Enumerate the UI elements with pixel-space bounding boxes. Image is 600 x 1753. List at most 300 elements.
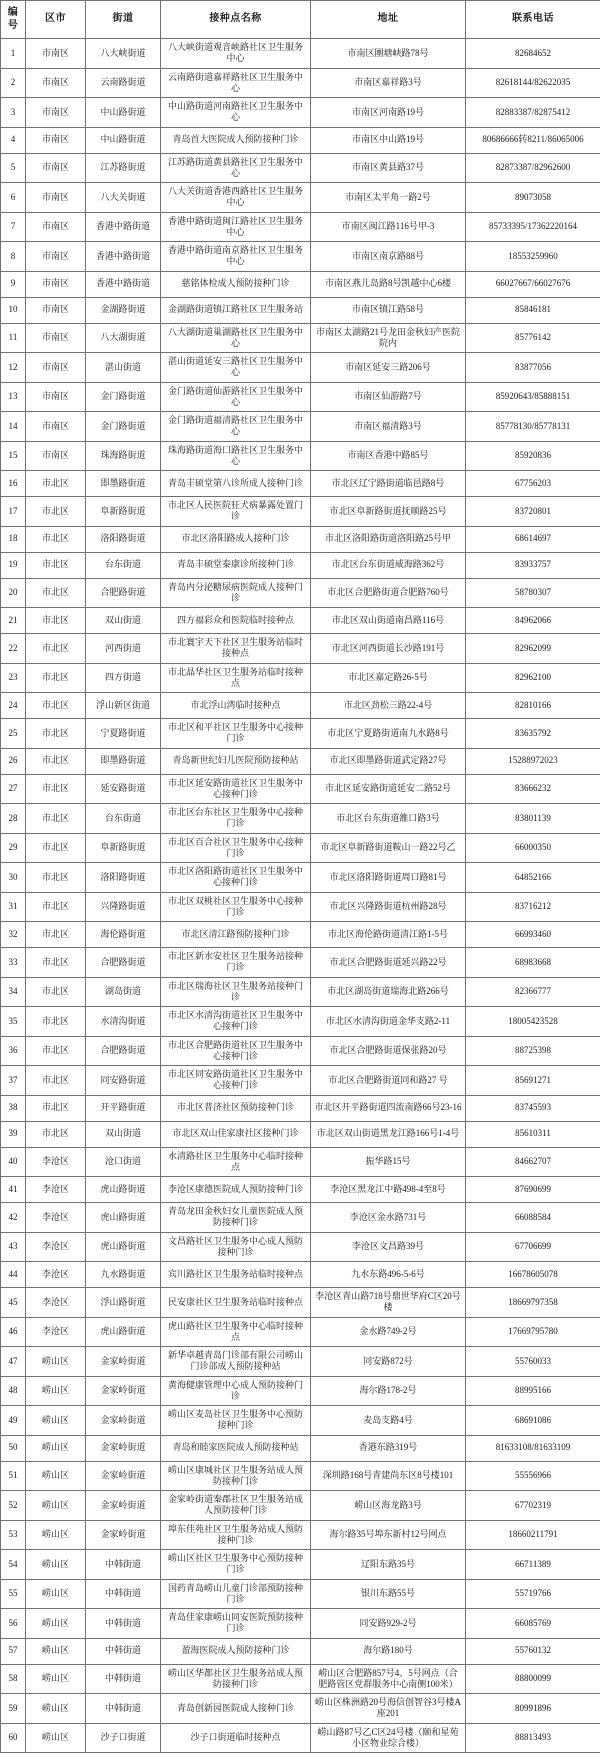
table-body (1, 39, 600, 1753)
cell-phone: 88813493 (466, 1723, 600, 1753)
cell-street: 台东街道 (86, 804, 161, 834)
table-row (1, 1579, 600, 1609)
cell-district: 市南区 (26, 271, 86, 297)
cell-street: 金门路街道 (86, 382, 161, 412)
cell-site-name: 宾川路社区卫生服务站临时接种点 (161, 1262, 311, 1288)
cell-district: 市北区 (26, 977, 86, 1007)
cell-id: 36 (1, 1036, 26, 1066)
cell-phone: 16678605078 (466, 1262, 600, 1288)
cell-street: 洛阳路街道 (86, 526, 161, 552)
cell-address: 市南区香港中路85号 (311, 441, 466, 471)
table-header (1, 1, 600, 39)
table-row (1, 1036, 600, 1066)
cell-address: 市北区劲松三路22-4号 (311, 693, 466, 719)
cell-id: 18 (1, 526, 26, 552)
table-row (1, 922, 600, 948)
cell-site-name: 青岛新世纪妇儿医院预防接种站 (161, 748, 311, 774)
cell-address: 市北区阜新路街道抚顺路25号 (311, 497, 466, 527)
cell-site-name: 金湖路街道镇江路社区卫生服务站 (161, 297, 311, 323)
cell-phone: 85920643/85888151 (466, 382, 600, 412)
cell-phone: 88995166 (466, 1376, 600, 1406)
cell-site-name: 中山路街道河南路社区卫生服务中心 (161, 98, 311, 128)
cell-street: 台东街道 (86, 552, 161, 578)
cell-address: 崂山区海龙路3号 (311, 1491, 466, 1521)
cell-site-name: 崂山区华都社区卫生服务站成人预防接种门诊 (161, 1664, 311, 1694)
cell-id: 1 (1, 39, 26, 69)
cell-id: 46 (1, 1317, 26, 1347)
cell-address: 市北区河西街道长沙路191号 (311, 634, 466, 664)
table-row (1, 1121, 600, 1147)
cell-site-name: 青岛内分泌糖尿病医院成人接种门诊 (161, 578, 311, 608)
table-row (1, 1694, 600, 1724)
cell-address: 金水路749-2号 (311, 1317, 466, 1347)
cell-id: 16 (1, 471, 26, 497)
cell-id: 21 (1, 608, 26, 634)
cell-site-name: 八大峡街道观音峡路社区卫生服务中心 (161, 39, 311, 69)
cell-street: 同安路街道 (86, 1066, 161, 1096)
cell-site-name: 市北晶华社区卫生服务站临时接种点 (161, 663, 311, 693)
cell-id: 2 (1, 68, 26, 98)
cell-district: 市北区 (26, 748, 86, 774)
cell-phone: 82684652 (466, 39, 600, 69)
cell-id: 9 (1, 271, 26, 297)
cell-street: 金家岭街道 (86, 1520, 161, 1550)
cell-address: 市南区太湖路21号龙田金秋妇产医院院内 (311, 323, 466, 353)
cell-address: 深圳路168号青建尚东区8号楼101 (311, 1461, 466, 1491)
cell-site-name: 沙子口街道临时接种点 (161, 1723, 311, 1753)
cell-address: 市北区即墨路街道武定路27号 (311, 748, 466, 774)
table-row (1, 1491, 600, 1521)
cell-street: 中韩街道 (86, 1609, 161, 1639)
cell-district: 市北区 (26, 1007, 86, 1037)
cell-street: 虎山路街道 (86, 1203, 161, 1233)
cell-site-name: 青岛佳家康崂山同安医院预防接种门诊 (161, 1609, 311, 1639)
cell-street: 湛山街道 (86, 353, 161, 383)
cell-id: 6 (1, 183, 26, 213)
cell-site-name: 青岛丰硕堂第八诊所成人接种门诊 (161, 471, 311, 497)
cell-phone: 68983668 (466, 948, 600, 978)
cell-district: 市北区 (26, 608, 86, 634)
cell-phone: 18553259960 (466, 242, 600, 272)
cell-address: 香港东路319号 (311, 1435, 466, 1461)
column-header-district: 区市 (26, 1, 86, 39)
cell-district: 市北区 (26, 471, 86, 497)
table-row (1, 774, 600, 804)
cell-address: 市北区延安路街道延安二路52号 (311, 774, 466, 804)
cell-street: 四方街道 (86, 663, 161, 693)
cell-id: 47 (1, 1347, 26, 1377)
cell-phone: 67756203 (466, 471, 600, 497)
table-row (1, 1347, 600, 1377)
cell-district: 市南区 (26, 242, 86, 272)
cell-id: 3 (1, 98, 26, 128)
cell-address: 麦岛支路4号 (311, 1406, 466, 1436)
cell-street: 金门路街道 (86, 412, 161, 442)
cell-address: 崂山区合肥路857号4、5号网点（合肥路管区党群服务中心南侧100米） (311, 1664, 466, 1694)
cell-district: 市南区 (26, 412, 86, 442)
cell-id: 24 (1, 693, 26, 719)
cell-site-name: 市北区洛阳路成人接种门诊 (161, 526, 311, 552)
cell-district: 崂山区 (26, 1579, 86, 1609)
cell-address: 银川东路55号 (311, 1579, 466, 1609)
cell-address: 李沧区金水路731号 (311, 1203, 466, 1233)
cell-phone: 83666232 (466, 774, 600, 804)
cell-address: 市南区南京路88号 (311, 242, 466, 272)
cell-district: 市北区 (26, 863, 86, 893)
table-row (1, 1609, 600, 1639)
table-row (1, 297, 600, 323)
cell-street: 中韩街道 (86, 1664, 161, 1694)
cell-id: 29 (1, 833, 26, 863)
cell-street: 浮山新区街道 (86, 693, 161, 719)
cell-phone: 82883387/82875412 (466, 98, 600, 128)
table-row (1, 127, 600, 153)
cell-id: 40 (1, 1147, 26, 1177)
table-row (1, 608, 600, 634)
cell-district: 李沧区 (26, 1232, 86, 1262)
cell-phone: 66027667/66027676 (466, 271, 600, 297)
table-row (1, 497, 600, 527)
cell-address: 市南区仙游路7号 (311, 382, 466, 412)
cell-district: 李沧区 (26, 1203, 86, 1233)
cell-street: 即墨路街道 (86, 748, 161, 774)
cell-address: 市北区合肥路街道保张路20号 (311, 1036, 466, 1066)
cell-id: 55 (1, 1579, 26, 1609)
cell-address: 市南区镇江路58号 (311, 297, 466, 323)
table-row (1, 153, 600, 183)
cell-district: 市北区 (26, 804, 86, 834)
cell-site-name: 金门路街道仙游路社区卫生服务中心 (161, 382, 311, 412)
table-row (1, 634, 600, 664)
cell-address: 市南区團塘峡路78号 (311, 39, 466, 69)
cell-site-name: 崂山区社区卫生服务中心预防接种门诊 (161, 1550, 311, 1580)
table-row (1, 948, 600, 978)
cell-phone: 84962066 (466, 608, 600, 634)
cell-street: 宁夏路街道 (86, 719, 161, 749)
cell-street: 中韩街道 (86, 1694, 161, 1724)
table-row (1, 183, 600, 213)
cell-street: 虎山路街道 (86, 1232, 161, 1262)
cell-address: 市北区合肥路街道延兴路22号 (311, 948, 466, 978)
cell-district: 市南区 (26, 183, 86, 213)
cell-district: 市北区 (26, 634, 86, 664)
cell-address: 市南区福清路3号 (311, 412, 466, 442)
cell-id: 14 (1, 412, 26, 442)
cell-phone: 85691271 (466, 1066, 600, 1096)
cell-phone: 88800099 (466, 1664, 600, 1694)
cell-phone: 81633108/81633109 (466, 1435, 600, 1461)
cell-site-name: 水清路社区卫生服务中心临时接种点 (161, 1147, 311, 1177)
cell-street: 虎山路街道 (86, 1317, 161, 1347)
cell-phone: 85778130/85778131 (466, 412, 600, 442)
cell-site-name: 市北区合肥路街道社区卫生服务中心接种门诊 (161, 1036, 311, 1066)
cell-phone: 83716212 (466, 892, 600, 922)
cell-street: 沧口街道 (86, 1147, 161, 1177)
cell-phone: 66088584 (466, 1203, 600, 1233)
cell-id: 44 (1, 1262, 26, 1288)
cell-district: 崂山区 (26, 1638, 86, 1664)
cell-site-name: 市北区延安路街道社区卫生服务中心接种门诊 (161, 774, 311, 804)
cell-id: 53 (1, 1520, 26, 1550)
cell-phone: 82962100 (466, 663, 600, 693)
cell-phone: 66085769 (466, 1609, 600, 1639)
cell-street: 兴隆路街道 (86, 892, 161, 922)
cell-id: 58 (1, 1664, 26, 1694)
cell-address: 市北区嘉定路26-5号 (311, 663, 466, 693)
cell-district: 李沧区 (26, 1288, 86, 1318)
table-row (1, 1376, 600, 1406)
cell-id: 38 (1, 1095, 26, 1121)
cell-site-name: 青岛创新园医院成人接种门诊 (161, 1694, 311, 1724)
cell-site-name: 市北区瑞海社区卫生服务站接种门诊 (161, 977, 311, 1007)
cell-site-name: 市北区清江路预防接种门诊 (161, 922, 311, 948)
cell-district: 崂山区 (26, 1664, 86, 1694)
cell-phone: 85920836 (466, 441, 600, 471)
table-row (1, 1203, 600, 1233)
cell-street: 八大湖街道 (86, 323, 161, 353)
cell-street: 中韩街道 (86, 1550, 161, 1580)
header-row (1, 1, 600, 39)
cell-phone: 83720801 (466, 497, 600, 527)
cell-id: 45 (1, 1288, 26, 1318)
cell-address: 市南区闽江路116号甲-3 (311, 212, 466, 242)
cell-address: 李沧区青山路718号鼎世华府C区20号楼 (311, 1288, 466, 1318)
cell-district: 市北区 (26, 552, 86, 578)
cell-id: 51 (1, 1461, 26, 1491)
cell-address: 九水东路496-5-6号 (311, 1262, 466, 1288)
table-row (1, 1288, 600, 1318)
table-row (1, 98, 600, 128)
cell-phone: 82873387/82962600 (466, 153, 600, 183)
cell-street: 合肥路街道 (86, 1036, 161, 1066)
cell-site-name: 市北区普济社区预防接种门诊 (161, 1095, 311, 1121)
cell-street: 阜新路街道 (86, 497, 161, 527)
cell-address: 市北区开平路街道四流南路66号23-16 (311, 1095, 466, 1121)
cell-address: 市北区台东街道雒口路3号 (311, 804, 466, 834)
cell-phone: 66993460 (466, 922, 600, 948)
cell-address: 市南区太平角一路2号 (311, 183, 466, 213)
cell-phone: 87690699 (466, 1177, 600, 1203)
cell-phone: 82962099 (466, 634, 600, 664)
cell-site-name: 市北区人民医院狂犬病暴露处置门诊 (161, 497, 311, 527)
cell-site-name: 国药青岛崂山儿童门诊部预防接种门诊 (161, 1579, 311, 1609)
cell-site-name: 市北浮山湾临时接种点 (161, 693, 311, 719)
cell-phone: 83933757 (466, 552, 600, 578)
cell-district: 崂山区 (26, 1550, 86, 1580)
cell-district: 市北区 (26, 833, 86, 863)
cell-street: 珠海路街道 (86, 441, 161, 471)
cell-address: 市北区双山街道南昌路116号 (311, 608, 466, 634)
cell-district: 市北区 (26, 948, 86, 978)
table-row (1, 892, 600, 922)
cell-district: 市北区 (26, 719, 86, 749)
cell-district: 崂山区 (26, 1376, 86, 1406)
cell-district: 市南区 (26, 323, 86, 353)
cell-district: 崂山区 (26, 1435, 86, 1461)
cell-street: 虎山路街道 (86, 1177, 161, 1203)
cell-id: 41 (1, 1177, 26, 1203)
cell-district: 市北区 (26, 578, 86, 608)
table-row (1, 1262, 600, 1288)
cell-phone: 82366777 (466, 977, 600, 1007)
table-row (1, 353, 600, 383)
cell-district: 市南区 (26, 68, 86, 98)
cell-street: 延安路街道 (86, 774, 161, 804)
cell-street: 合肥路街道 (86, 948, 161, 978)
cell-district: 市南区 (26, 441, 86, 471)
cell-id: 57 (1, 1638, 26, 1664)
cell-district: 市北区 (26, 1095, 86, 1121)
cell-id: 59 (1, 1694, 26, 1724)
cell-address: 李沧区文昌路39号 (311, 1232, 466, 1262)
table-row (1, 271, 600, 297)
cell-address: 市北区湖岛街道瑞海北路266号 (311, 977, 466, 1007)
cell-phone: 83745593 (466, 1095, 600, 1121)
table-row (1, 1147, 600, 1177)
cell-district: 市南区 (26, 353, 86, 383)
cell-street: 金家岭街道 (86, 1491, 161, 1521)
table-row (1, 68, 600, 98)
cell-phone: 89073058 (466, 183, 600, 213)
cell-phone: 64852166 (466, 863, 600, 893)
table-row (1, 833, 600, 863)
cell-id: 33 (1, 948, 26, 978)
cell-district: 市南区 (26, 39, 86, 69)
cell-address: 市南区中山路19号 (311, 127, 466, 153)
cell-district: 市南区 (26, 98, 86, 128)
table-row (1, 242, 600, 272)
cell-phone: 88725398 (466, 1036, 600, 1066)
cell-district: 崂山区 (26, 1694, 86, 1724)
cell-district: 市南区 (26, 382, 86, 412)
table-row (1, 1232, 600, 1262)
cell-id: 13 (1, 382, 26, 412)
cell-phone: 55760132 (466, 1638, 600, 1664)
cell-phone: 83635792 (466, 719, 600, 749)
cell-id: 20 (1, 578, 26, 608)
table-row (1, 471, 600, 497)
table-row (1, 526, 600, 552)
cell-street: 八大关街道 (86, 183, 161, 213)
cell-address: 市北区海伦路街道清江路1-5号 (311, 922, 466, 948)
cell-id: 7 (1, 212, 26, 242)
cell-address: 海尔路178-2号 (311, 1376, 466, 1406)
cell-address: 市北区辽宁路街道临邑路8号 (311, 471, 466, 497)
cell-district: 市南区 (26, 153, 86, 183)
cell-id: 48 (1, 1376, 26, 1406)
cell-id: 28 (1, 804, 26, 834)
cell-site-name: 四方福彩众和医院临时接种点 (161, 608, 311, 634)
cell-site-name: 市北区和平社区卫生服务中心接种门诊 (161, 719, 311, 749)
cell-id: 19 (1, 552, 26, 578)
table-row (1, 1406, 600, 1436)
table-row (1, 1461, 600, 1491)
cell-address: 市南区燕儿岛路8号凯越中心6楼 (311, 271, 466, 297)
cell-id: 23 (1, 663, 26, 693)
cell-address: 市北区合肥路街道合肥路760号 (311, 578, 466, 608)
cell-id: 10 (1, 297, 26, 323)
cell-site-name: 香港中路街道南京路社区卫生服务中心 (161, 242, 311, 272)
cell-site-name: 金门路街道福清路社区卫生服务中心 (161, 412, 311, 442)
cell-site-name: 八大关街道香港西路社区卫生服务中心 (161, 183, 311, 213)
cell-phone: 55760033 (466, 1347, 600, 1377)
cell-site-name: 青岛首大医院成人预防接种门诊 (161, 127, 311, 153)
cell-address: 崂山路87号乙C区24号楼（颐和星苑小区物业综合楼） (311, 1723, 466, 1753)
cell-id: 32 (1, 922, 26, 948)
cell-site-name: 青岛龙田金秋妇女儿童医院成人预防接种门诊 (161, 1203, 311, 1233)
cell-address: 市南区黄县路37号 (311, 153, 466, 183)
cell-site-name: 崂山区麦岛社区卫生服务中心预防接种门诊 (161, 1406, 311, 1436)
cell-site-name: 新华卓越青岛门诊部有限公司崂山门诊部成人预防接种站 (161, 1347, 311, 1377)
table-row (1, 1664, 600, 1694)
cell-id: 8 (1, 242, 26, 272)
cell-site-name: 青岛丰硕堂泰康诊所接种门诊 (161, 552, 311, 578)
cell-district: 李沧区 (26, 1317, 86, 1347)
cell-address: 市北区合肥路街道同和路27 号 (311, 1066, 466, 1096)
cell-id: 54 (1, 1550, 26, 1580)
cell-site-name: 埠东佳苑社区卫生服务站成人预防接种门诊 (161, 1520, 311, 1550)
cell-site-name: 慈铭体检成人预防接种门诊 (161, 271, 311, 297)
cell-id: 37 (1, 1066, 26, 1096)
cell-street: 双山街道 (86, 608, 161, 634)
cell-address: 海尔路35号埠东新村12号网点 (311, 1520, 466, 1550)
cell-id: 12 (1, 353, 26, 383)
cell-district: 市北区 (26, 1066, 86, 1096)
cell-phone: 67706699 (466, 1232, 600, 1262)
cell-phone: 68614697 (466, 526, 600, 552)
table-row (1, 719, 600, 749)
cell-id: 42 (1, 1203, 26, 1233)
cell-id: 30 (1, 863, 26, 893)
cell-street: 香港中路街道 (86, 271, 161, 297)
cell-site-name: 市北区新水安社区卫生服务站接种门诊 (161, 948, 311, 978)
cell-district: 市南区 (26, 127, 86, 153)
cell-phone: 85733395/17362220164 (466, 212, 600, 242)
cell-street: 即墨路街道 (86, 471, 161, 497)
cell-street: 香港中路街道 (86, 212, 161, 242)
column-header-site-name: 接种点名称 (161, 1, 311, 39)
cell-address: 市北区水清沟街道金华支路2-11 (311, 1007, 466, 1037)
cell-district: 市北区 (26, 922, 86, 948)
table-row (1, 412, 600, 442)
cell-street: 金湖路街道 (86, 297, 161, 323)
cell-id: 56 (1, 1609, 26, 1639)
cell-id: 31 (1, 892, 26, 922)
cell-district: 市北区 (26, 526, 86, 552)
table-row (1, 748, 600, 774)
cell-phone: 84662707 (466, 1147, 600, 1177)
table-row (1, 39, 600, 69)
cell-site-name: 市北区同安路街道社区卫生服务中心接种门诊 (161, 1066, 311, 1096)
cell-street: 江苏路街道 (86, 153, 161, 183)
cell-address: 市南区延安三路206号 (311, 353, 466, 383)
table-row (1, 552, 600, 578)
cell-phone: 18005423528 (466, 1007, 600, 1037)
cell-street: 水清沟街道 (86, 1007, 161, 1037)
cell-street: 合肥路街道 (86, 578, 161, 608)
cell-district: 市南区 (26, 212, 86, 242)
cell-id: 15 (1, 441, 26, 471)
cell-site-name: 湛山街道延安三路社区卫生服务中心 (161, 353, 311, 383)
cell-id: 39 (1, 1121, 26, 1147)
cell-site-name: 八大湖街道巢湖路社区卫生服务中心 (161, 323, 311, 353)
cell-id: 5 (1, 153, 26, 183)
cell-site-name: 市北区双山佳家康社区接种门诊 (161, 1121, 311, 1147)
cell-district: 市北区 (26, 497, 86, 527)
cell-street: 八大峡街道 (86, 39, 161, 69)
cell-street: 双山街道 (86, 1121, 161, 1147)
cell-phone: 55719766 (466, 1579, 600, 1609)
